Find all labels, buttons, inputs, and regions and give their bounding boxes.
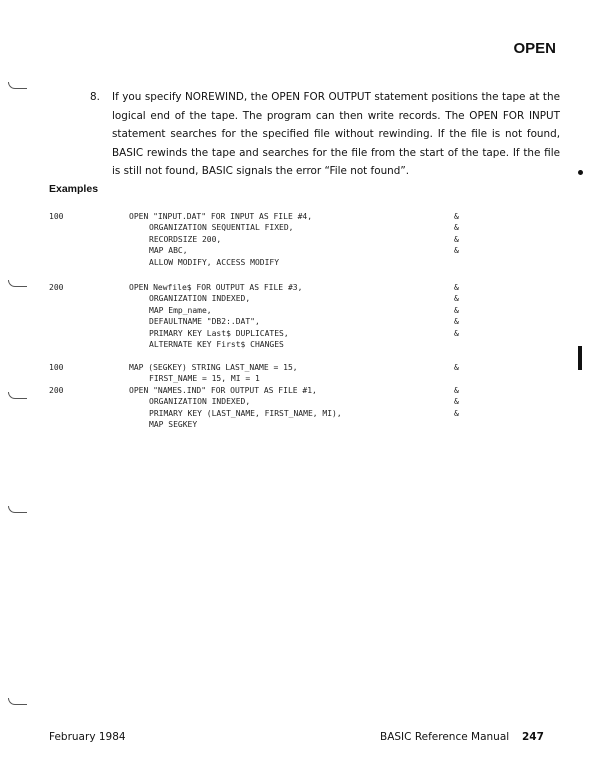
code-statement: DEFAULTNAME "DB2:.DAT", [149,317,260,327]
code-statement: MAP Emp_name, [149,305,212,315]
code-statement: FIRST_NAME = 15, MI = 1 [149,374,260,384]
code-statement: RECORDSIZE 200, [149,234,222,244]
continuation-ampersand: & [454,283,459,292]
code-line [49,245,489,256]
code-statement: MAP (SEGKEY) STRING LAST_NAME = 15, [129,363,298,372]
code-statement: MAP SEGKEY [149,419,198,429]
code-example-3 [49,362,489,430]
code-line [49,328,489,339]
continuation-ampersand: & [454,305,459,315]
code-statement: ORGANIZATION SEQUENTIAL FIXED, [149,223,294,233]
code-line [49,373,489,384]
paragraph-number: 8. [90,91,100,103]
code-line [49,339,489,350]
margin-dot [578,170,583,175]
code-statement: ALLOW MODIFY, ACCESS MODIFY [149,257,280,267]
continuation-ampersand: & [454,408,459,418]
line-number: 100 [49,363,64,372]
code-line [49,282,489,293]
code-example-2 [49,282,489,350]
continuation-ampersand: & [454,317,459,327]
footer-manual-name: BASIC Reference Manual [380,731,510,743]
continuation-ampersand: & [454,294,459,304]
footer-date: February 1984 [49,731,126,743]
continuation-ampersand: & [454,223,459,233]
code-line [49,222,489,233]
code-statement: OPEN "INPUT.DAT" FOR INPUT AS FILE #4, [129,212,313,221]
code-line [49,316,489,327]
margin-mark [8,82,27,89]
code-statement: PRIMARY KEY (LAST_NAME, FIRST_NAME, MI), [149,408,342,418]
examples-heading: Examples [49,183,99,195]
code-statement: OPEN Newfile$ FOR OUTPUT AS FILE #3, [129,283,303,292]
paragraph-text: If you specify NOREWIND, the OPEN FOR OUTPUT statement positions the tape at the logical end of the tape. The program can then write records. The OPEN FOR INPUT statement searches for the specified file without rewinding. If the file is not found, BASIC rewinds the tape and searches for the file from the start of the tape. If the file is still not found, BASIC signals the error “File not found”. [112,91,560,177]
continuation-ampersand: & [454,397,459,407]
margin-mark [8,506,27,513]
margin-mark [8,698,27,705]
line-number: 100 [49,212,64,221]
code-line [49,211,489,222]
change-bar [578,346,582,370]
code-line [49,385,489,396]
code-statement: PRIMARY KEY Last$ DUPLICATES, [149,328,289,338]
code-example-1 [49,211,489,268]
line-number: 200 [49,283,64,292]
code-line [49,408,489,419]
code-line [49,419,489,430]
continuation-ampersand: & [454,385,459,395]
numbered-paragraph [90,88,560,181]
continuation-ampersand: & [454,246,459,256]
code-line [49,362,489,373]
code-line [49,305,489,316]
code-statement: OPEN "NAMES.IND" FOR OUTPUT AS FILE #1, [129,385,317,395]
code-statement: ALTERNATE KEY First$ CHANGES [149,339,284,349]
code-line [49,234,489,245]
code-line [49,396,489,407]
page-title: OPEN [513,40,556,57]
continuation-ampersand: & [454,328,459,338]
continuation-ampersand: & [454,212,459,221]
code-line [49,293,489,304]
page-number: 247 [522,731,544,743]
continuation-ampersand: & [454,363,459,372]
line-number: 200 [49,385,64,395]
code-statement: MAP ABC, [149,246,188,256]
margin-mark [8,280,27,287]
code-statement: ORGANIZATION INDEXED, [149,294,251,304]
margin-mark [8,392,27,399]
code-statement: ORGANIZATION INDEXED, [149,397,251,407]
continuation-ampersand: & [454,234,459,244]
code-line [49,257,489,268]
